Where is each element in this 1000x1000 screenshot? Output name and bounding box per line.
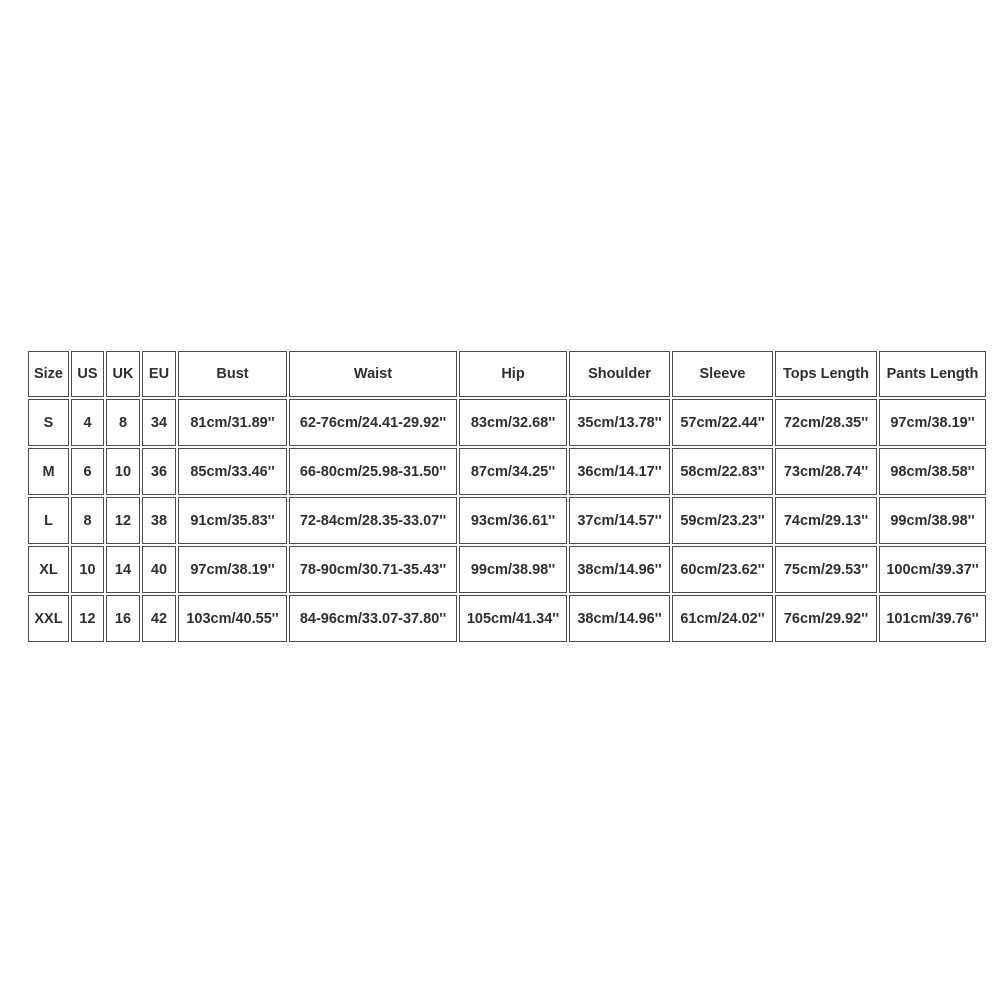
table-cell: 57cm/22.44'' <box>672 399 773 446</box>
table-cell: 74cm/29.13'' <box>775 497 877 544</box>
header-cell: Waist <box>289 351 457 397</box>
table-cell: XL <box>28 546 69 593</box>
table-cell: 62-76cm/24.41-29.92'' <box>289 399 457 446</box>
table-cell: 40 <box>142 546 176 593</box>
size-chart-body <box>28 399 986 642</box>
table-cell: 76cm/29.92'' <box>775 595 877 642</box>
header-cell: Sleeve <box>672 351 773 397</box>
table-cell: 84-96cm/33.07-37.80'' <box>289 595 457 642</box>
size-chart-header <box>28 351 986 397</box>
table-cell: 12 <box>71 595 104 642</box>
table-cell: 38cm/14.96'' <box>569 546 670 593</box>
header-cell: Bust <box>178 351 287 397</box>
table-cell: 10 <box>106 448 140 495</box>
table-cell: 75cm/29.53'' <box>775 546 877 593</box>
table-cell: 12 <box>106 497 140 544</box>
header-cell: Pants Length <box>879 351 986 397</box>
table-cell: 36 <box>142 448 176 495</box>
table-cell: 4 <box>71 399 104 446</box>
table-cell: 10 <box>71 546 104 593</box>
header-cell: US <box>71 351 104 397</box>
table-cell: 16 <box>106 595 140 642</box>
table-row <box>28 399 986 446</box>
table-cell: 72-84cm/28.35-33.07'' <box>289 497 457 544</box>
table-cell: 8 <box>71 497 104 544</box>
table-row <box>28 546 986 593</box>
table-row <box>28 497 986 544</box>
header-cell: Size <box>28 351 69 397</box>
table-cell: 61cm/24.02'' <box>672 595 773 642</box>
table-cell: 66-80cm/25.98-31.50'' <box>289 448 457 495</box>
table-cell: M <box>28 448 69 495</box>
table-cell: 59cm/23.23'' <box>672 497 773 544</box>
table-cell: 38cm/14.96'' <box>569 595 670 642</box>
table-row <box>28 595 986 642</box>
header-cell: Tops Length <box>775 351 877 397</box>
table-cell: 99cm/38.98'' <box>459 546 567 593</box>
table-cell: 42 <box>142 595 176 642</box>
table-cell: 87cm/34.25'' <box>459 448 567 495</box>
table-cell: 83cm/32.68'' <box>459 399 567 446</box>
table-cell: 91cm/35.83'' <box>178 497 287 544</box>
table-cell: 60cm/23.62'' <box>672 546 773 593</box>
table-cell: 98cm/38.58'' <box>879 448 986 495</box>
header-cell: Shoulder <box>569 351 670 397</box>
table-cell: S <box>28 399 69 446</box>
size-chart-table <box>26 349 988 644</box>
table-cell: L <box>28 497 69 544</box>
table-cell: 37cm/14.57'' <box>569 497 670 544</box>
table-cell: 81cm/31.89'' <box>178 399 287 446</box>
table-cell: 97cm/38.19'' <box>879 399 986 446</box>
header-cell: Hip <box>459 351 567 397</box>
header-cell: UK <box>106 351 140 397</box>
table-cell: 85cm/33.46'' <box>178 448 287 495</box>
table-cell: 105cm/41.34'' <box>459 595 567 642</box>
table-cell: 8 <box>106 399 140 446</box>
table-cell: 72cm/28.35'' <box>775 399 877 446</box>
table-cell: 6 <box>71 448 104 495</box>
table-cell: 93cm/36.61'' <box>459 497 567 544</box>
table-cell: XXL <box>28 595 69 642</box>
table-row <box>28 448 986 495</box>
table-cell: 14 <box>106 546 140 593</box>
table-cell: 58cm/22.83'' <box>672 448 773 495</box>
table-cell: 100cm/39.37'' <box>879 546 986 593</box>
table-cell: 36cm/14.17'' <box>569 448 670 495</box>
table-cell: 78-90cm/30.71-35.43'' <box>289 546 457 593</box>
table-cell: 97cm/38.19'' <box>178 546 287 593</box>
table-cell: 38 <box>142 497 176 544</box>
table-cell: 35cm/13.78'' <box>569 399 670 446</box>
table-cell: 103cm/40.55'' <box>178 595 287 642</box>
table-cell: 101cm/39.76'' <box>879 595 986 642</box>
header-row <box>28 351 986 397</box>
table-cell: 73cm/28.74'' <box>775 448 877 495</box>
header-cell: EU <box>142 351 176 397</box>
table-cell: 34 <box>142 399 176 446</box>
table-cell: 99cm/38.98'' <box>879 497 986 544</box>
